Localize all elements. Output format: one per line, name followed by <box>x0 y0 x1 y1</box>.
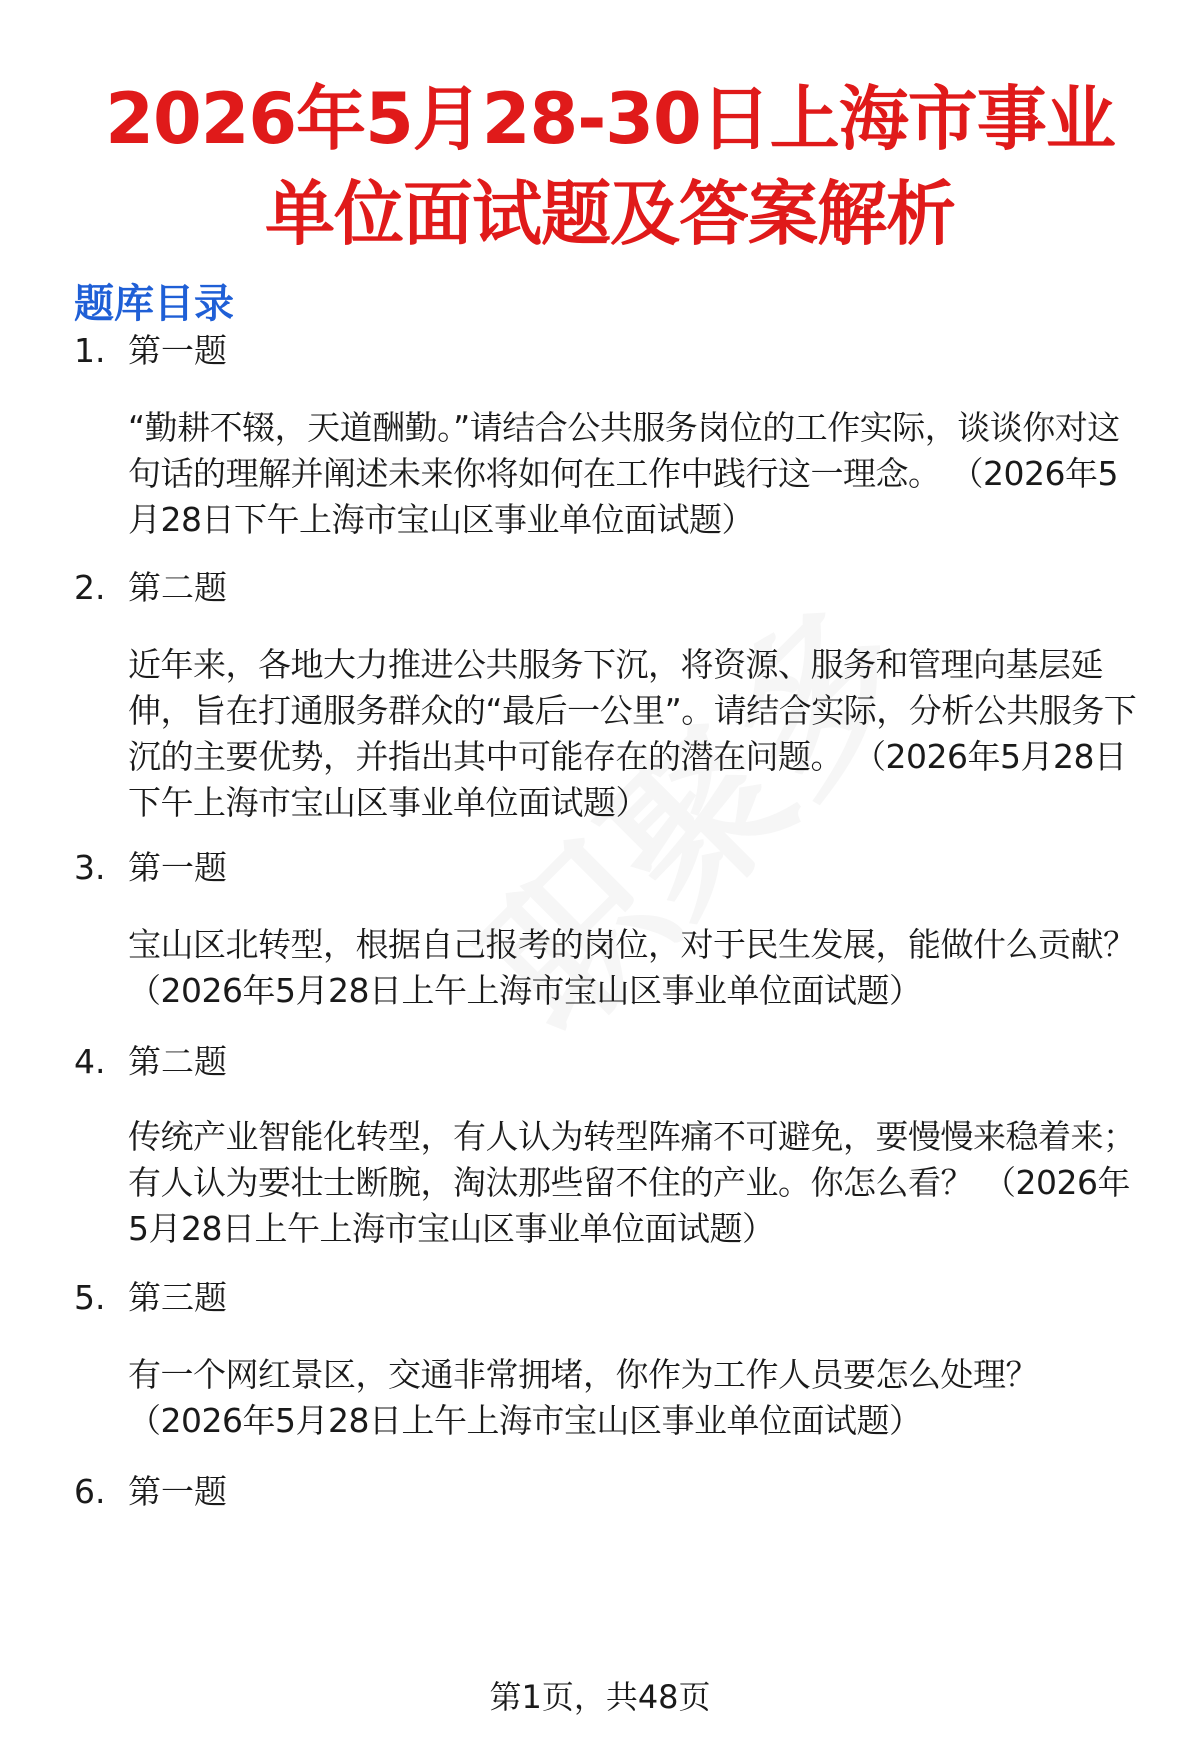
question-number: 2. <box>74 568 106 607</box>
question-text: 传统产业智能化转型，有人认为转型阵痛不可避免，要慢慢来稳着来；有人认为要壮士断腕，淘汰那些留不住的产业。你怎么看？ （2026年5月28日上午上海市宝山区事业单位面试题） <box>128 1117 1136 1248</box>
question-heading <box>74 1037 227 1087</box>
question-number: 4. <box>74 1042 106 1081</box>
question-label: 第一题 <box>128 848 227 887</box>
page-title: 2026年5月28-30日上海市事业单位面试题及答案解析 <box>105 78 1115 255</box>
question-label: 第一题 <box>128 1472 227 1511</box>
question-number: 1. <box>74 331 106 370</box>
question-text: 宝山区北转型，根据自己报考的岗位，对于民生发展，能做什么贡献？ （2026年5月28日上午上海市宝山区事业单位面试题） <box>128 925 1136 1010</box>
question-label: 第一题 <box>128 331 227 370</box>
question-heading <box>74 843 227 893</box>
question-text: 近年来，各地大力推进公共服务下沉，将资源、服务和管理向基层延伸，旨在打通服务群众的“最后一公里”。请结合实际，分析公共服务下沉的主要优势，并指出其中可能存在的潜在问题。 （2026年5月28日下午上海市宝山区事业单位面试题） <box>128 645 1137 822</box>
question-label: 第二题 <box>128 1042 227 1081</box>
question-text: “勤耕不辍，天道酬勤。”请结合公共服务岗位的工作实际，谈谈你对这句话的理解并阐述未来你将如何在工作中践行这一理念。 （2026年5月28日下午上海市宝山区事业单位面试题） <box>128 408 1120 539</box>
question-text: 有一个网红景区，交通非常拥堵，你作为工作人员要怎么处理？ （2026年5月28日上午上海市宝山区事业单位面试题） <box>128 1355 1038 1440</box>
section-heading: 题库目录 <box>74 281 234 327</box>
question-heading <box>74 1273 227 1323</box>
question-heading <box>74 563 227 613</box>
question-number: 5. <box>74 1278 106 1317</box>
question-label: 第三题 <box>128 1278 227 1317</box>
question-label: 第二题 <box>128 568 227 607</box>
question-number: 3. <box>74 848 106 887</box>
page-number: 第1页，共48页 <box>489 1678 711 1716</box>
question-heading <box>74 1467 227 1517</box>
question-heading <box>74 326 227 376</box>
question-number: 6. <box>74 1472 106 1511</box>
